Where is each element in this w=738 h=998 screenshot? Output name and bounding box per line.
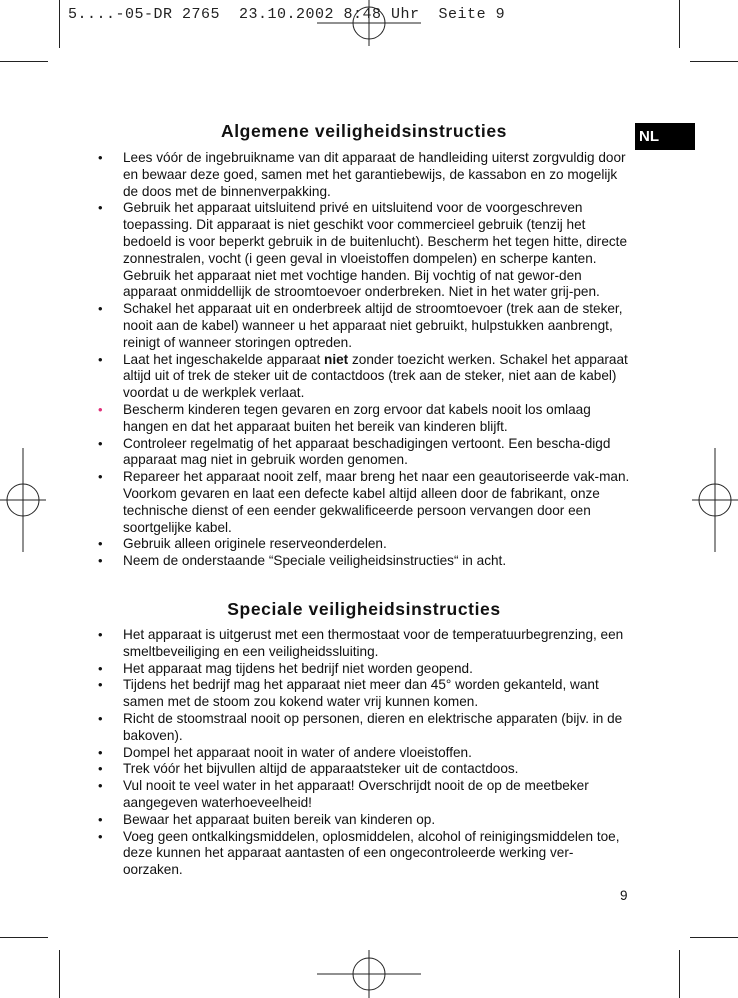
bullet-icon: • <box>98 536 103 552</box>
print-header: 5....-05-DR 2765 23.10.2002 8:48 Uhr Seite 9 <box>68 6 506 23</box>
special-instructions-list <box>96 627 630 879</box>
registration-mark-bottom <box>317 950 421 998</box>
crop-mark-bottom-right-h <box>690 937 738 938</box>
bullet-icon: • <box>98 627 103 642</box>
language-tab: NL <box>635 123 695 150</box>
bullet-icon: • <box>98 778 103 794</box>
list-item: • Voeg geen ontkalkingsmiddelen, oplosmiddelen, alcohol of reinigingsmiddelen toe, deze kunnen het apparaat aantasten of een ongecontroleerde werking ver-oorzaken. <box>98 828 620 878</box>
list-item: • Richt de stoomstraal nooit op personen, dieren en elektrische apparaten (bijv. in de bakoven). <box>98 710 623 743</box>
list-item: • Gebruik alleen originele reserveonderdelen. <box>98 536 387 552</box>
registration-mark-left <box>0 448 46 552</box>
list-item: • Bescherm kinderen tegen gevaren en zorg ervoor dat kabels nooit los omlaag hangen en dat het apparaat buiten het bereik van kinderen blijft. <box>98 401 591 434</box>
list-item: • Controleer regelmatig of het apparaat beschadigingen vertoont. Een bescha-digd apparaat mag niet in gebruik worden genomen. <box>98 435 611 468</box>
bullet-icon: • <box>98 553 103 569</box>
bullet-icon: • <box>98 811 103 827</box>
bullet-icon: • <box>98 677 103 693</box>
list-item: • Neem de onderstaande “Speciale veiligheidsinstructies“ in acht. <box>98 553 507 569</box>
bullet-icon: • <box>98 301 103 317</box>
list-item: • Bewaar het apparaat buiten bereik van kinderen op. <box>98 811 436 827</box>
bullet-icon: • <box>98 150 103 165</box>
list-item: • Het apparaat mag tijdens het bedrijf niet worden geopend. <box>98 660 473 676</box>
bullet-icon: • <box>98 200 103 216</box>
list-item: • Vul nooit te veel water in het apparaat! Overschrijdt nooit de op de meetbeker aangegeven waterhoeveelheid! <box>98 778 589 810</box>
bullet-icon: • <box>98 469 103 485</box>
list-item: • Trek vóór het bijvullen altijd de apparaatsteker uit de contactdoos. <box>98 761 519 777</box>
page-number: 9 <box>620 888 628 903</box>
list-item: • Laat het ingeschakelde apparaat niet zonder toezicht werken. Schakel het apparaat altijd uit of trek de steker uit de contactdoos (trek aan de steker, niet aan de kabel) voordat u de werkplek verlaat. <box>98 351 628 401</box>
general-instructions-list <box>96 150 630 570</box>
crop-mark-bottom-left-v <box>59 950 60 998</box>
bullet-icon: • <box>98 744 103 760</box>
bullet-icon: • <box>98 435 103 451</box>
list-item: • Gebruik het apparaat uitsluitend privé en uitsluitend voor de voorgeschreven toepassing. Dit apparaat is niet geschikt voor commercieel gebruik (tenzij het bedoeld is voor beperkt gebruik in de buitenlucht). Bescherm het tegen hitte, directe zonnestralen, vocht (i geen geval in vloeistoffen dompelen) en scherpe kanten. Gebruik het apparaat niet met vochtige handen. Bij vochtig of nat gewor-den apparaat onmiddellijk de stroomtoevoer onderbreken. Niet in het water grij-pen. <box>98 200 628 300</box>
list-item: • Lees vóór de ingebruikname van dit apparaat de handleiding uiterst zorgvuldig door en bewaar deze goed, samen met het garantiebewijs, de kassabon en zo mogelijk de doos met de binnenverpakking. <box>98 150 626 199</box>
list-item: • Het apparaat is uitgerust met een thermostaat voor de temperatuurbegrenzing, een smeltbeveiliging en een veiligheidssluiting. <box>98 627 624 659</box>
list-item: • Dompel het apparaat nooit in water of andere vloeistoffen. <box>98 744 472 760</box>
list-item: • Tijdens het bedrijf mag het apparaat niet meer dan 45° worden gekanteld, want samen met de stoom zou kokend water vrij kunnen komen. <box>98 677 599 710</box>
list-item: • Repareer het apparaat nooit zelf, maar breng het naar een geautoriseerde vak-man. Voorkom gevaren en laat een defecte kabel altijd alleen door de fabrikant, onze technische dienst of een eender gekwalificeerde persoon vervangen door een soortgelijke kabel. <box>98 469 630 535</box>
bullet-icon: • <box>98 351 103 367</box>
bullet-icon: • <box>98 828 103 844</box>
bullet-icon-accent: • <box>98 401 103 417</box>
crop-mark-top-right-v <box>679 0 680 48</box>
emphasis-text: niet <box>324 351 349 367</box>
crop-mark-bottom-right-v <box>679 950 680 998</box>
bullet-icon: • <box>98 660 103 676</box>
section-title-special: Speciale veiligheidsinstructies <box>227 599 501 619</box>
bullet-icon: • <box>98 761 103 777</box>
crop-mark-bottom-left-h <box>0 937 48 938</box>
list-item: • Schakel het apparaat uit en onderbreek altijd de stroomtoevoer (trek aan de steker, nooit aan de kabel) wanneer u het apparaat niet gebruikt, hulpstukken aanbrengt, reinigt of wanneer storingen optreden. <box>98 301 623 350</box>
crop-mark-top-left-h <box>0 61 48 62</box>
crop-mark-top-left-v <box>59 0 60 48</box>
registration-mark-right <box>692 448 738 552</box>
crop-mark-top-right-h <box>690 61 738 62</box>
registration-mark-top <box>317 0 421 46</box>
bullet-icon: • <box>98 710 103 726</box>
section-title-general: Algemene veiligheidsinstructies <box>220 121 508 141</box>
